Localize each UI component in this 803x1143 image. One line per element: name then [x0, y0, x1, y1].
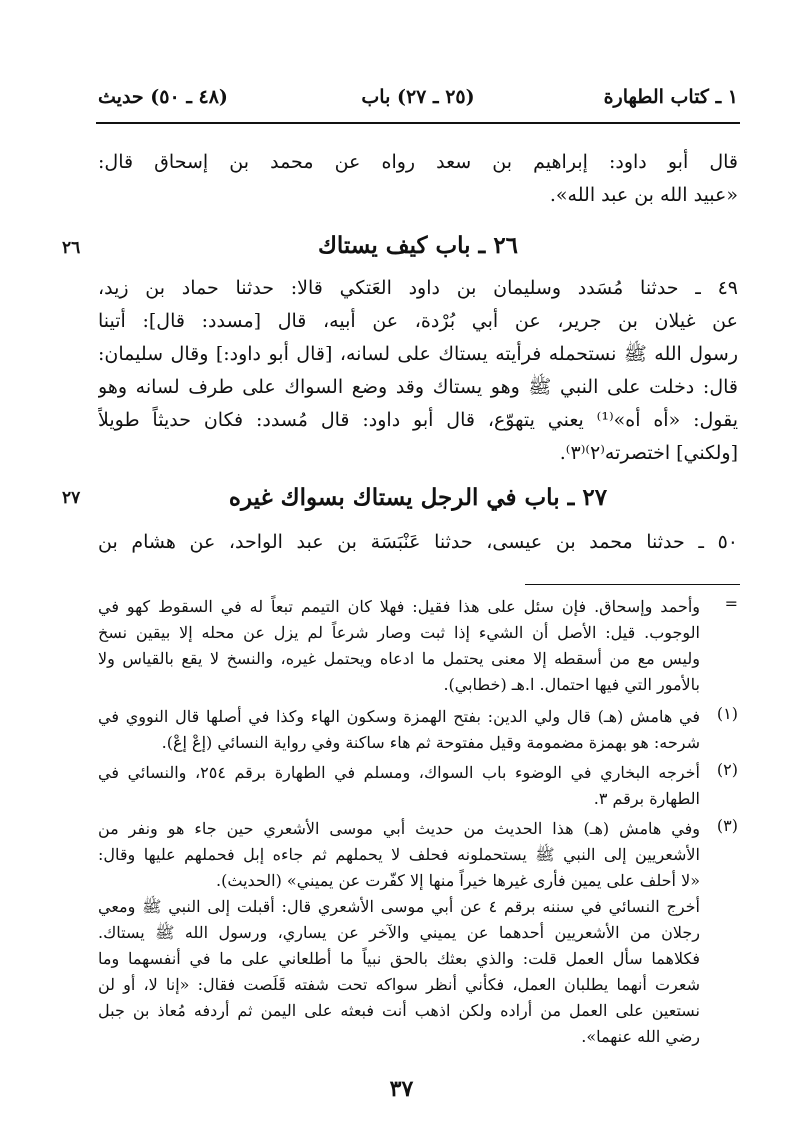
text-line: رسول الله ﷺ نستحمله فرأيته يستاك على لسانه، [قال أبو داود:] وقال سليمان:: [98, 343, 738, 365]
section-26-body: [98, 272, 738, 470]
footnote-line: وفي هامش (هـ) هذا الحديث من حديث أبي موسى الأشعري حين جاء هو ونفر من: [98, 819, 700, 838]
text-line: ٥٠ ـ حدثنا محمد بن عيسى، حدثنا عَنْبَسَة بن عبد الواحد، عن هشام بن: [98, 531, 738, 553]
footnote-line: بالأمور التي فيها احتمال. ا.هـ (خطابي).: [443, 675, 700, 694]
footnote-3: [98, 816, 738, 1050]
footnote-mark: =: [724, 594, 738, 613]
footnote-line: وليس مع من أسقطه إلا معنى يحتمل ما ادعاه ويحتمل غيره، والنسخ لا يقع بالقياس ولا: [98, 649, 700, 668]
footnote-line: أخرج النسائي في سننه برقم ٤ عن أبي موسى الأشعري قال: أقبلت إلى النبي ﷺ ومعي: [98, 897, 700, 916]
footnote-line: أخرجه البخاري في الوضوء باب السواك، ومسلم في الطهارة برقم ٢٥٤، والنسائي في: [98, 763, 700, 782]
footnote-mark: (٢): [716, 760, 738, 779]
text-line: ٤٩ ـ حدثنا مُسَدد وسليمان بن داود العَتكي قالا: حدثنا حماد بن زيد،: [98, 277, 738, 299]
section-27-body: [98, 526, 738, 559]
text-line: «عبيد الله بن عبد الله».: [549, 184, 738, 206]
intro-paragraph: [98, 146, 738, 212]
footnote-line: نستعين على العمل من أراده ولكن اذهب أنت فبعثه على اليمن ثم أردفه مُعاذ بن جبل: [98, 1001, 700, 1020]
footnote-line: شعرت أنهما يطلبان العمل، فكأني أنظر سواكه تحت شفته قَلَصت فقال: «إنا لا، أو لن: [98, 975, 700, 994]
footnote-mark: (١): [716, 704, 738, 723]
page-number: ٣٧: [389, 1076, 414, 1102]
text-line: يقول: «أه أه»⁽¹⁾ يعني يتهوّع، قال أبو داود: قال مُسدد: فكان حديثاً طويلاً: [98, 409, 738, 431]
header-chapter: ١ ـ كتاب الطهارة: [603, 86, 738, 108]
section-27-title: ٢٧ ـ باب في الرجل يستاك بسواك غيره: [228, 484, 608, 511]
footnote-line: في هامش (هـ) قال ولي الدين: بفتح الهمزة وسكون الهاء وكذا في أصلها قال النووي في: [98, 707, 700, 726]
header-hadith-range: (٤٨ ـ ٥٠) حديث: [98, 86, 228, 108]
footnote-line: رضي الله عنهما».: [581, 1027, 700, 1046]
footnote-line: الأشعريين إلى النبي ﷺ يستحملونه فحلف لا يحملهم ثم جاءه إبل فحملهم عليها وقال:: [98, 845, 700, 864]
footnote-line: رجلان من الأشعريين أحدهما عن يميني والآخر عن يساري، ورسول الله ﷺ يستاك.: [98, 923, 700, 942]
text-line: قال أبو داود: إبراهيم بن سعد رواه عن محمد بن إسحاق قال:: [98, 151, 738, 173]
running-header: [98, 86, 738, 120]
footnote-mark: (٣): [716, 816, 738, 835]
footnote-divider: [525, 584, 740, 585]
section-26-title: ٢٦ ـ باب كيف يستاك: [317, 232, 519, 259]
footnote-2: [98, 760, 738, 812]
footnote-line: الوجوب. قيل: الأصل أن الشيء إذا ثبت وصار شرعاً لم يزل عن محله إلا بيقين نسخ: [98, 623, 700, 642]
footnote-line: وأحمد وإسحاق. فإن سئل على هذا فقيل: فهلا كان التيمم تبعاً له في السقوط كهو في: [98, 597, 700, 616]
footnote-line: شرحه: هو بهمزة مضمومة وقيل مفتوحة ثم هاء ساكنة وفي رواية النسائي (إعْ إعْ).: [161, 733, 700, 752]
text-line: [ولكني] اختصرته⁽٢⁾⁽٣⁾.: [559, 442, 738, 464]
footnote-line: الطهارة برقم ٣.: [593, 789, 700, 808]
section-27-margin-number: ٢٧: [62, 488, 81, 508]
section-26-margin-number: ٢٦: [62, 238, 81, 258]
text-line: قال: دخلت على النبي ﷺ وهو يستاك وقد وضع السواك على طرف لسانه وهو: [98, 376, 738, 398]
header-chapter-range: (٢٥ ـ ٢٧) باب: [361, 86, 475, 108]
footnote-1: [98, 704, 738, 756]
footnote-line: فكلاهما سأل العمل قلت: والذي بعثك بالحق نبياً ما أطلعاني على ما في أنفسهما وما: [98, 949, 700, 968]
footnote-continued: [98, 594, 738, 698]
text-line: عن غيلان بن جرير، عن أبي بُرْدة، عن أبيه، قال [مسدد: قال]: أتينا: [98, 310, 738, 332]
footnote-line: «لا أحلف على يمين فأرى غيرها خيراً منها إلا كفّرت عن يميني» (الحديث).: [216, 871, 700, 890]
header-divider: [96, 122, 740, 124]
